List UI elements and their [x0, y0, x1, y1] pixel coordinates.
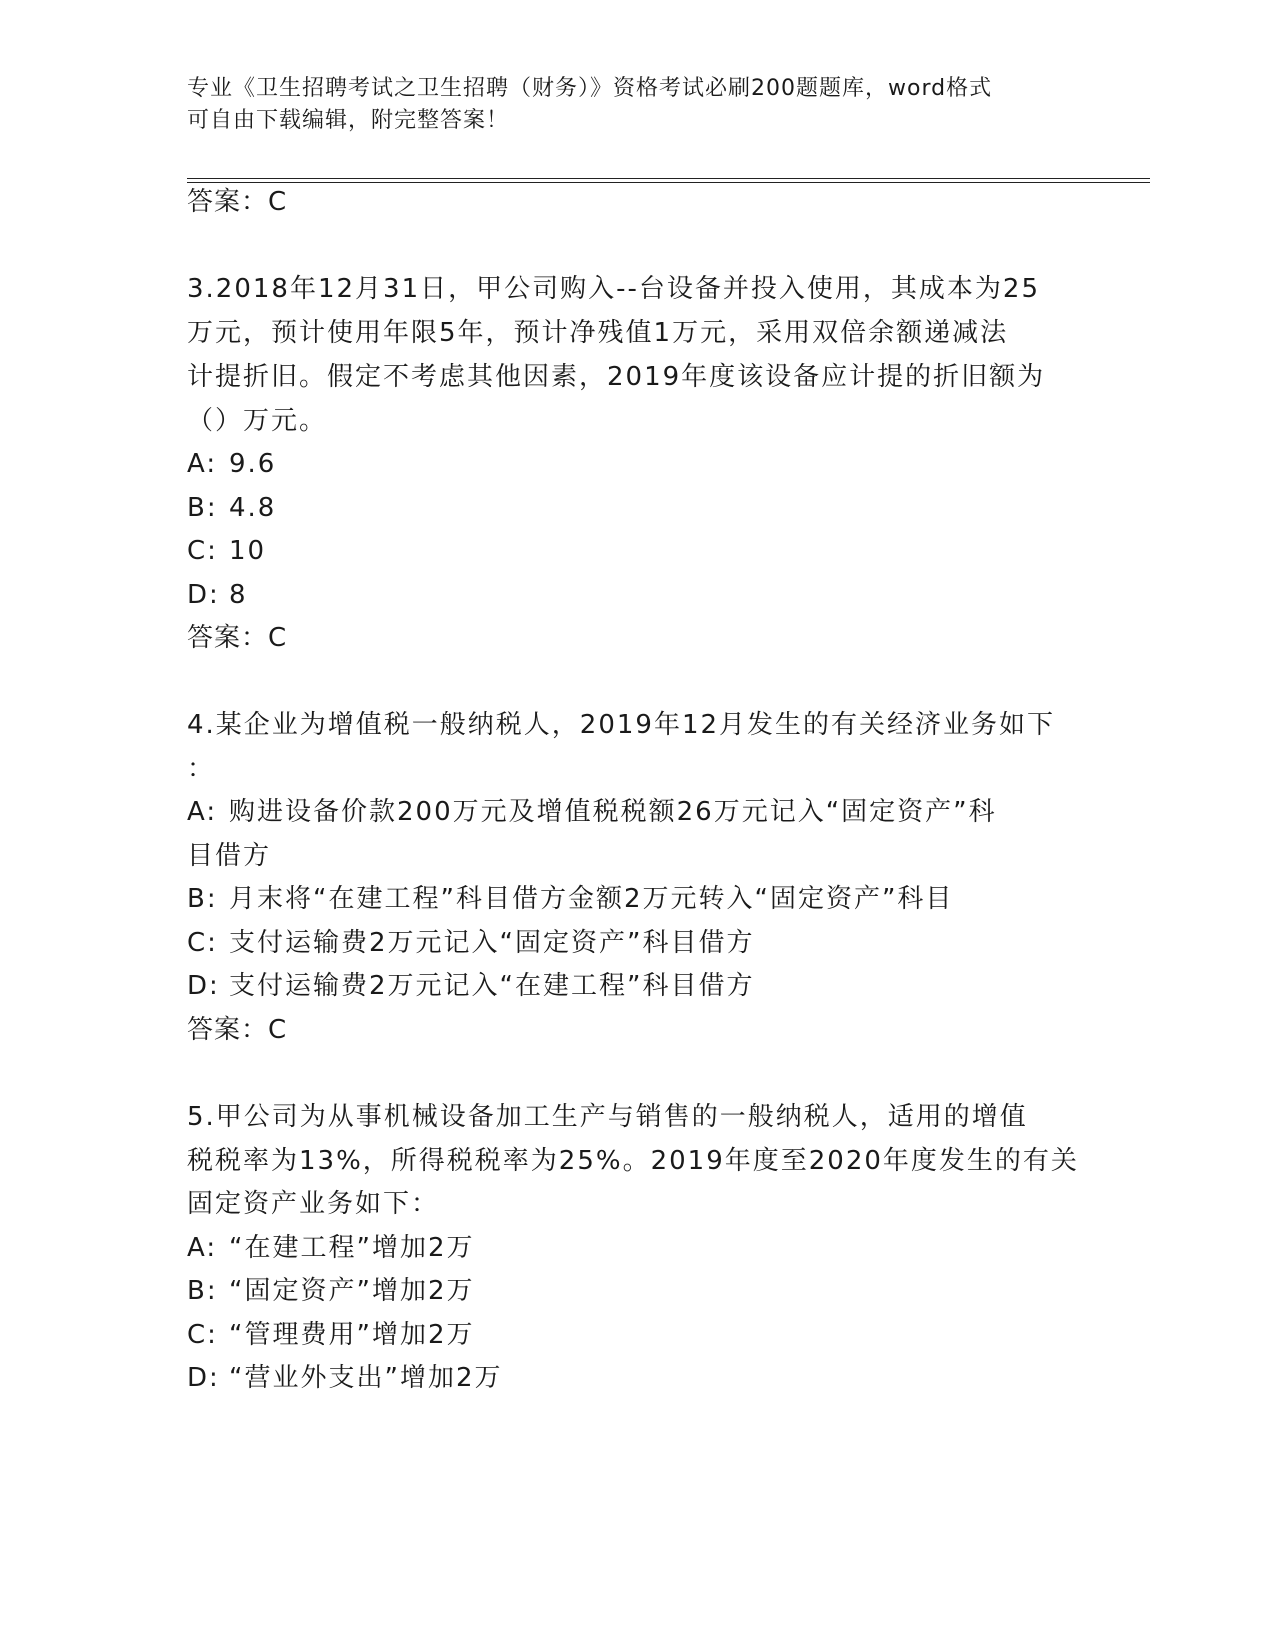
- q3-option-c: [187, 536, 266, 566]
- option-label: A:: [187, 1233, 218, 1263]
- option-text: “营业外支出”增加2万: [229, 1363, 503, 1393]
- option-label: C:: [187, 536, 218, 566]
- q5-option-c: [187, 1320, 474, 1350]
- option-label: D:: [187, 971, 220, 1001]
- option-label: C:: [187, 928, 218, 958]
- option-text: 4.8: [229, 493, 277, 523]
- q3-option-b: [187, 493, 276, 523]
- q3-line-3: 计提折旧。假定不考虑其他因素，2019年度该设备应计提的折旧额为: [187, 362, 1046, 392]
- header-line-1: 专业《卫生招聘考试之卫生招聘（财务）》资格考试必刷200题题库，word格式: [187, 76, 993, 101]
- option-label: A:: [187, 449, 218, 479]
- option-text: 支付运输费2万元记入“在建工程”科目借方: [229, 971, 755, 1001]
- answer-q2: 答案：C: [187, 187, 288, 217]
- q3-option-d: [187, 580, 248, 610]
- option-label: C:: [187, 1320, 218, 1350]
- q5-option-b: [187, 1276, 474, 1306]
- option-text: “管理费用”增加2万: [229, 1320, 475, 1350]
- q5-option-a: [187, 1233, 474, 1263]
- answer-q3: 答案：C: [187, 623, 288, 653]
- q5-line-1: 5.甲公司为从事机械设备加工生产与销售的一般纳税人，适用的增值: [187, 1102, 1028, 1132]
- option-text: 购进设备价款200万元及增值税税额26万元记入“固定资产”科: [229, 797, 997, 827]
- option-text: 目借方: [187, 841, 272, 871]
- option-text: 10: [229, 536, 267, 566]
- option-text: 8: [229, 580, 248, 610]
- q4-option-a-cont: [187, 841, 271, 871]
- q4-line-1: 4.某企业为增值税一般纳税人，2019年12月发生的有关经济业务如下: [187, 710, 1056, 740]
- option-text: “在建工程”增加2万: [229, 1233, 475, 1263]
- q4-line-2: ：: [187, 754, 216, 784]
- q3-line-1: 3.2018年12月31日，甲公司购入--台设备并投入使用，其成本为25: [187, 274, 1040, 304]
- option-label: B:: [187, 1276, 218, 1306]
- q4-option-c: [187, 928, 754, 958]
- q3-option-a: [187, 449, 276, 479]
- option-label: B:: [187, 884, 218, 914]
- option-label: B:: [187, 493, 218, 523]
- q3-line-4: （）万元。: [187, 406, 328, 436]
- option-label: D:: [187, 580, 220, 610]
- q4-option-a: [187, 797, 997, 827]
- q5-line-2: 税税率为13%，所得税税率为25%。2019年度至2020年度发生的有关: [187, 1146, 1079, 1176]
- option-label: D:: [187, 1363, 220, 1393]
- q4-option-b: [187, 884, 953, 914]
- option-label: A:: [187, 797, 218, 827]
- q4-option-d: [187, 971, 754, 1001]
- option-text: “固定资产”增加2万: [229, 1276, 475, 1306]
- option-text: 支付运输费2万元记入“固定资产”科目借方: [229, 928, 755, 958]
- q5-line-3: 固定资产业务如下：: [187, 1189, 440, 1219]
- q5-option-d: [187, 1363, 502, 1393]
- document-header: [187, 73, 1067, 137]
- option-text: 9.6: [229, 449, 277, 479]
- option-text: 月末将“在建工程”科目借方金额2万元转入“固定资产”科目: [229, 884, 954, 914]
- q3-line-2: 万元，预计使用年限5年，预计净残值1万元，采用双倍余额递减法: [187, 318, 1009, 348]
- header-line-2: 可自由下载编辑，附完整答案！: [187, 108, 510, 133]
- header-divider: [187, 178, 1150, 183]
- answer-q4: 答案：C: [187, 1015, 288, 1045]
